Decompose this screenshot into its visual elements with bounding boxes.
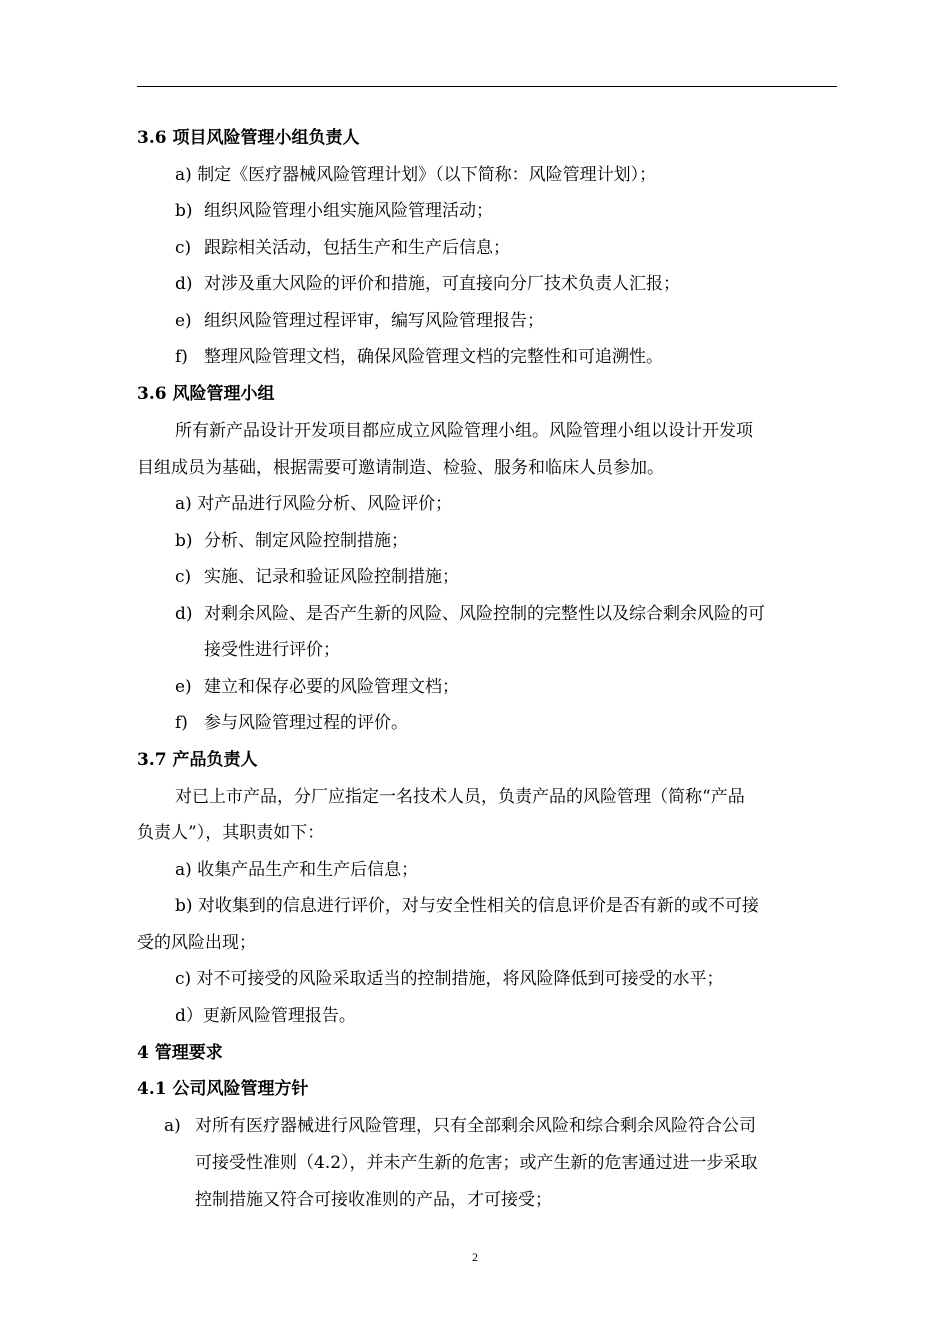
list-item-label: b) [175,531,193,551]
page-number: 2 [472,1250,478,1264]
list-item-text: 整理风险管理文档，确保风险管理文档的完整性和可追溯性。 [204,347,663,367]
list-item-text: 对剩余风险、是否产生新的风险、风险控制的完整性以及综合剩余风险的可 [204,604,765,624]
list-item [175,604,765,624]
list-item [175,274,680,294]
list-item-label: f) [175,347,188,367]
list-item-label: d) [175,604,193,624]
paragraph-line: 对已上市产品，分厂应指定一名技术人员，负责产品的风险管理（简称“产品 [175,787,745,807]
list-item-label: d) [175,274,193,294]
list-item-text: 对产品进行风险分析、风险评价； [197,494,453,514]
list-item [164,1116,756,1136]
header-rule [137,86,837,87]
list-item [175,347,663,367]
list-item [175,311,544,331]
list-item-continuation: 受的风险出现； [137,933,256,953]
section-heading: 3.6 风险管理小组 [137,384,275,404]
list-item [175,238,510,258]
list-item-text: 制定《医疗器械风险管理计划》（以下简称：风险管理计划）； [197,165,657,185]
list-item-text: 组织风险管理小组实施风险管理活动； [204,201,493,221]
list-item-label: a) [164,1116,181,1136]
list-item [175,531,408,551]
list-item-text: 对所有医疗器械进行风险管理，只有全部剩余风险和综合剩余风险符合公司 [195,1116,756,1136]
subsection-heading: 4.1 公司风险管理方针 [137,1079,309,1099]
list-item-text: 建立和保存必要的风险管理文档； [204,677,459,697]
list-item: a) 收集产品生产和生产后信息； [175,860,419,880]
list-item-continuation: 可接受性准则（4.2），并未产生新的危害；或产生新的危害通过进一步采取 [195,1153,758,1173]
list-item-label: e) [175,677,192,697]
list-item-label: b) [175,201,193,221]
list-item: b) 对收集到的信息进行评价，对与安全性相关的信息评价是否有新的或不可接 [175,896,759,916]
paragraph-line: 所有新产品设计开发项目都应成立风险管理小组。风险管理小组以设计开发项 [175,421,753,441]
list-item [175,494,452,514]
list-item [175,567,459,587]
list-item [175,201,493,221]
list-item [175,677,459,697]
section-heading: 3.6 项目风险管理小组负责人 [137,128,360,148]
list-item-label: c) [175,238,192,258]
list-item-label: f) [175,713,188,733]
list-item-text: 参与风险管理过程的评价。 [204,713,408,733]
list-item-continuation: 接受性进行评价； [204,640,340,660]
list-item-text: 对涉及重大风险的评价和措施，可直接向分厂技术负责人汇报； [204,274,680,294]
paragraph-line: 目组成员为基础，根据需要可邀请制造、检验、服务和临床人员参加。 [137,458,664,478]
list-item: d）更新风险管理报告。 [175,1006,356,1026]
list-item-continuation: 控制措施又符合可接收准则的产品，才可接受； [195,1190,552,1210]
list-item: c) 对不可接受的风险采取适当的控制措施，将风险降低到可接受的水平； [175,969,724,989]
list-item [175,165,656,185]
list-item-label: a) [175,494,192,514]
list-item-label: e) [175,311,192,331]
section-heading: 3.7 产品负责人 [137,750,258,770]
list-item-text: 分析、制定风险控制措施； [204,531,408,551]
paragraph-line: 负责人”），其职责如下： [137,823,325,843]
list-item-label: a) [175,165,192,185]
list-item [175,713,408,733]
list-item-text: 组织风险管理过程评审，编写风险管理报告； [204,311,544,331]
list-item-text: 实施、记录和验证风险控制措施； [204,567,459,587]
list-item-label: c) [175,567,192,587]
section-heading: 4 管理要求 [137,1043,223,1063]
list-item-text: 跟踪相关活动，包括生产和生产后信息； [204,238,510,258]
